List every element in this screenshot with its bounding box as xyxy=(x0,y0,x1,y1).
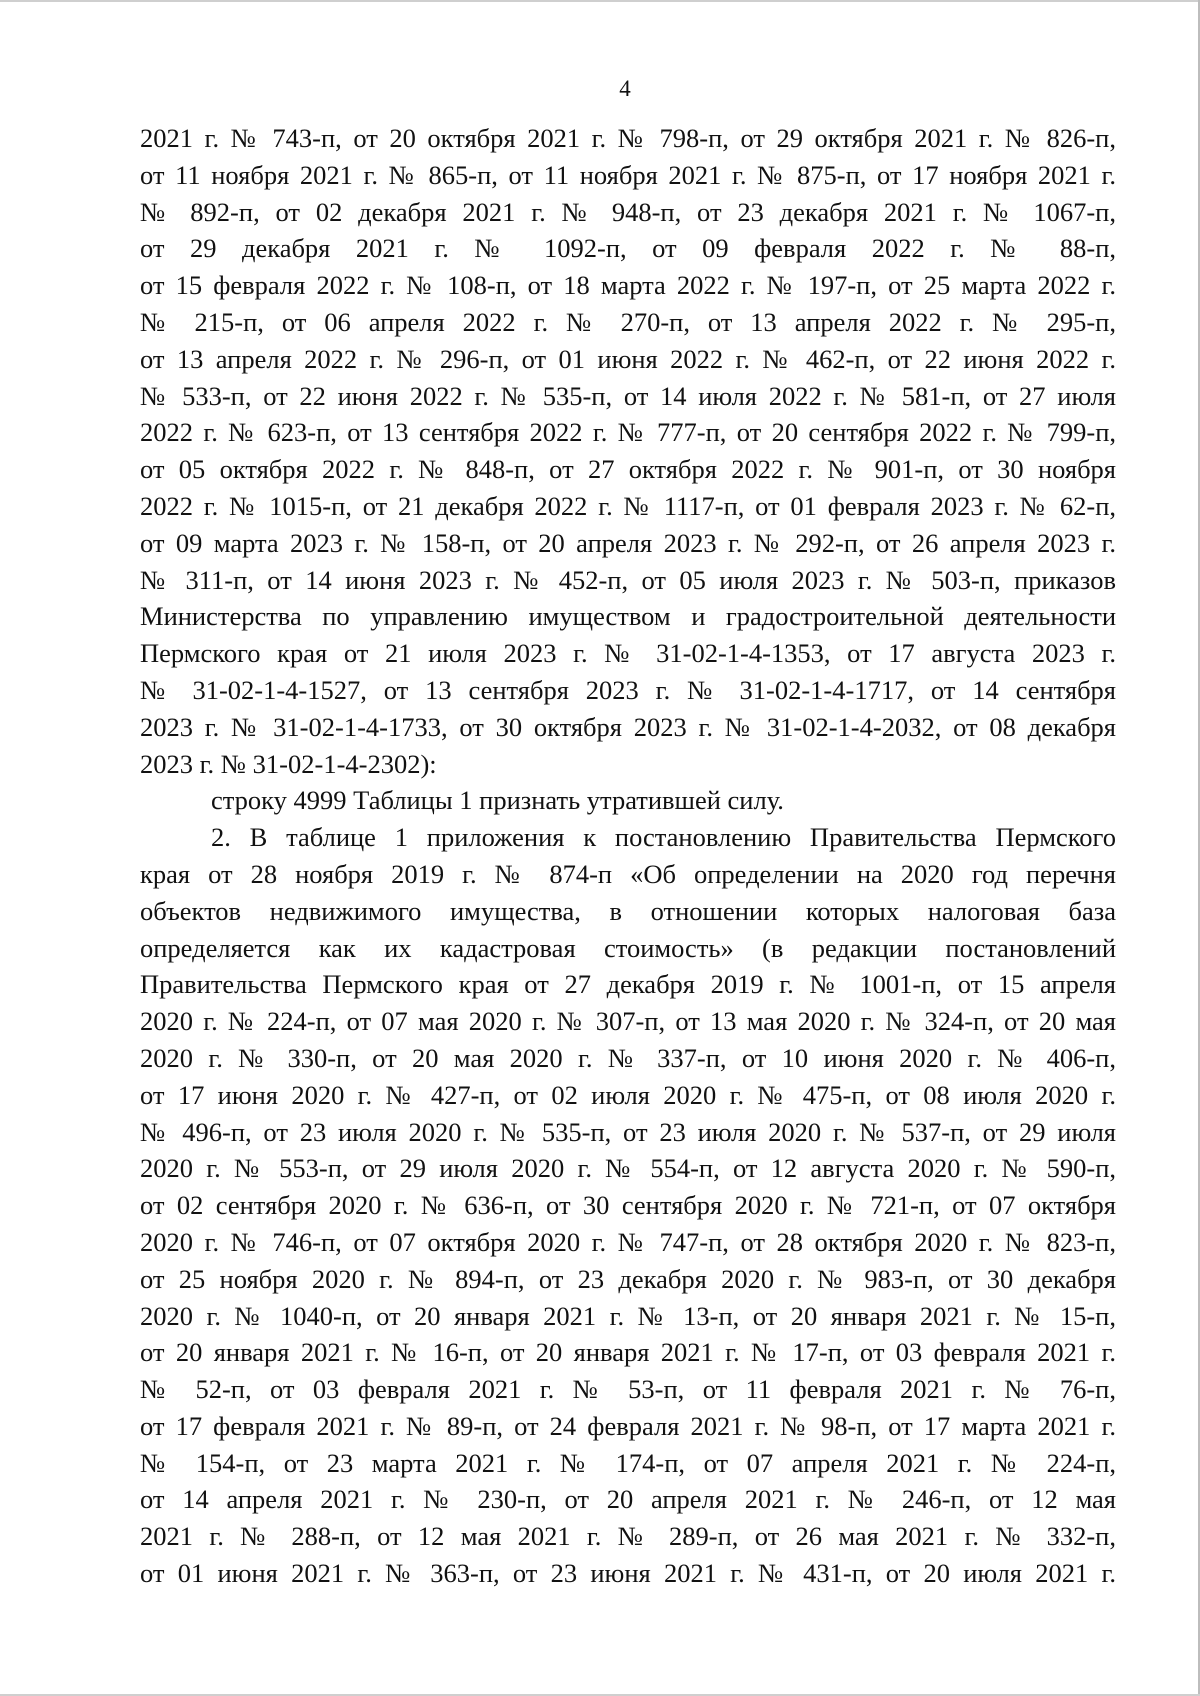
text-line: от 15 февраля 2022 г. № 108-п, от 18 марта 2022 г. № 197-п, от 25 марта 2022 г. xyxy=(140,270,1116,301)
text-line: 2022 г. № 1015-п, от 21 декабря 2022 г. № 1117-п, от 01 февраля 2023 г. № 62-п, xyxy=(140,490,1116,521)
text-line: № 533-п, от 22 июня 2022 г. № 535-п, от 14 июля 2022 г. № 581-п, от 27 июля xyxy=(140,380,1116,411)
text-line: № 154-п, от 23 марта 2021 г. № 174-п, от 07 апреля 2021 г. № 224-п, xyxy=(140,1447,1116,1478)
text-line: от 17 июня 2020 г. № 427-п, от 02 июля 2020 г. № 475-п, от 08 июля 2020 г. xyxy=(140,1079,1116,1110)
text-line: края от 28 ноября 2019 г. № 874-п «Об определении на 2020 год перечня xyxy=(140,858,1116,889)
text-line: 2021 г. № 288-п, от 12 мая 2021 г. № 289-п, от 26 мая 2021 г. № 332-п, xyxy=(140,1521,1116,1552)
text-line: от 14 апреля 2021 г. № 230-п, от 20 апреля 2021 г. № 246-п, от 12 мая xyxy=(140,1484,1116,1515)
text-line: 2023 г. № 31-02-1-4-1733, от 30 октября 2023 г. № 31-02-1-4-2032, от 08 декабря xyxy=(140,711,1116,742)
text-line: 2020 г. № 1040-п, от 20 января 2021 г. № 13-п, от 20 января 2021 г. № 15-п, xyxy=(140,1300,1116,1331)
text-line: 2023 г. № 31-02-1-4-2302): xyxy=(140,748,437,779)
text-line: Министерства по управлению имуществом и градостроительной деятельности xyxy=(140,601,1116,632)
text-line: 2020 г. № 746-п, от 07 октября 2020 г. № 747-п, от 28 октября 2020 г. № 823-п, xyxy=(140,1226,1116,1257)
text-line: от 02 сентября 2020 г. № 636-п, от 30 сентября 2020 г. № 721-п, от 07 октября xyxy=(140,1190,1116,1221)
text-line: № 311-п, от 14 июня 2023 г. № 452-п, от 05 июля 2023 г. № 503-п, приказов xyxy=(140,564,1116,595)
text-line: № 496-п, от 23 июля 2020 г. № 535-п, от 23 июля 2020 г. № 537-п, от 29 июля xyxy=(140,1116,1116,1147)
text-line: 2020 г. № 330-п, от 20 мая 2020 г. № 337-п, от 10 июня 2020 г. № 406-п, xyxy=(140,1042,1116,1073)
text-line: от 01 июня 2021 г. № 363-п, от 23 июня 2021 г. № 431-п, от 20 июля 2021 г. xyxy=(140,1558,1116,1589)
body-text xyxy=(140,120,1116,1592)
text-line: 2021 г. № 743-п, от 20 октября 2021 г. № 798-п, от 29 октября 2021 г. № 826-п, xyxy=(140,123,1116,153)
paragraph-text-line: 2. В таблице 1 приложения к постановлению Правительства Пермского xyxy=(211,822,1116,853)
text-line: № 31-02-1-4-1527, от 13 сентября 2023 г. № 31-02-1-4-1717, от 14 сентября xyxy=(140,674,1116,705)
text-line: 2022 г. № 623-п, от 13 сентября 2022 г. № 777-п, от 20 сентября 2022 г. № 799-п, xyxy=(140,417,1116,448)
text-line: от 05 октября 2022 г. № 848-п, от 27 октября 2022 г. № 901-п, от 30 ноября xyxy=(140,454,1116,485)
text-line: 2020 г. № 224-п, от 07 мая 2020 г. № 307-п, от 13 мая 2020 г. № 324-п, от 20 мая xyxy=(140,1006,1116,1037)
text-line: 2020 г. № 553-п, от 29 июля 2020 г. № 554-п, от 12 августа 2020 г. № 590-п, xyxy=(140,1153,1116,1184)
text-line: № 215-п, от 06 апреля 2022 г. № 270-п, от 13 апреля 2022 г. № 295-п, xyxy=(140,306,1116,337)
text-line: от 13 апреля 2022 г. № 296-п, от 01 июня 2022 г. № 462-п, от 22 июня 2022 г. xyxy=(140,343,1116,374)
text-line: определяется как их кадастровая стоимость» (в редакции постановлений xyxy=(140,932,1116,963)
text-line: № 52-п, от 03 февраля 2021 г. № 53-п, от 11 февраля 2021 г. № 76-п, xyxy=(140,1374,1116,1405)
text-line: от 25 ноября 2020 г. № 894-п, от 23 декабря 2020 г. № 983-п, от 30 декабря xyxy=(140,1263,1116,1294)
scan-edge-top xyxy=(0,0,1200,2)
paragraph-text-line: строку 4999 Таблицы 1 признать утратившей силу. xyxy=(211,785,784,816)
text-line: № 892-п, от 02 декабря 2021 г. № 948-п, от 23 декабря 2021 г. № 1067-п, xyxy=(140,196,1116,227)
text-line: объектов недвижимого имущества, в отношении которых налоговая база xyxy=(140,895,1116,926)
text-line: от 17 февраля 2021 г. № 89-п, от 24 февраля 2021 г. № 98-п, от 17 марта 2021 г. xyxy=(140,1410,1116,1441)
text-line: Правительства Пермского края от 27 декабря 2019 г. № 1001-п, от 15 апреля xyxy=(140,969,1116,1000)
text-line: от 29 декабря 2021 г. № 1092-п, от 09 февраля 2022 г. № 88-п, xyxy=(140,233,1116,264)
text-line: от 09 марта 2023 г. № 158-п, от 20 апреля 2023 г. № 292-п, от 26 апреля 2023 г. xyxy=(140,527,1116,558)
text-line: Пермского края от 21 июля 2023 г. № 31-02-1-4-1353, от 17 августа 2023 г. xyxy=(140,638,1116,669)
page-number: 4 xyxy=(619,76,631,101)
text-line: от 11 ноября 2021 г. № 865-п, от 11 ноября 2021 г. № 875-п, от 17 ноября 2021 г. xyxy=(140,159,1116,190)
text-line: от 20 января 2021 г. № 16-п, от 20 января 2021 г. № 17-п, от 03 февраля 2021 г. xyxy=(140,1337,1116,1368)
